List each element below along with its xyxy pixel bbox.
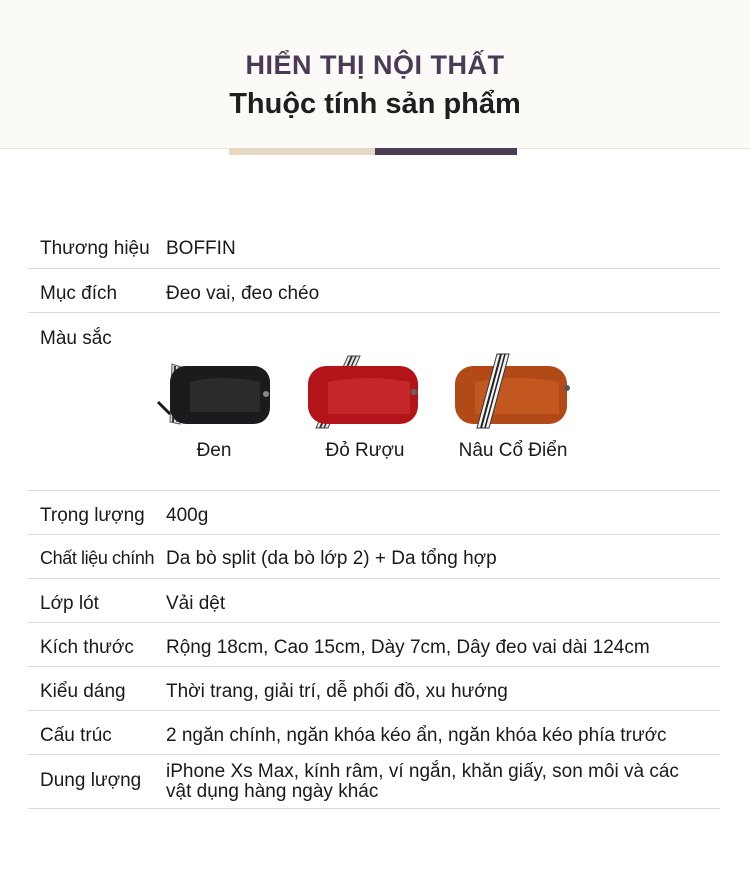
page-subtitle: Thuộc tính sản phẩm <box>229 88 521 120</box>
spec-row-purpose <box>28 268 720 313</box>
spec-row-material <box>28 534 720 579</box>
color-option-label: Đen <box>196 440 232 461</box>
spec-row-capacity <box>28 754 720 809</box>
spec-label: Chất liệu chính <box>40 548 155 568</box>
spec-value: 2 ngăn chính, ngăn khóa kéo ẩn, ngăn khóa kéo phía trước <box>166 725 667 746</box>
spec-label: Thương hiệu <box>40 238 150 259</box>
spec-value: Thời trang, giải trí, dễ phối đồ, xu hướng <box>166 681 508 702</box>
spec-label: Cấu trúc <box>40 725 112 746</box>
color-option-label: Đỏ Rượu <box>325 440 405 461</box>
page-title: HIỂN THỊ NỘI THẤT <box>245 50 505 80</box>
spec-label: Kích thước <box>40 637 134 658</box>
spec-value: Vải dệt <box>166 593 226 614</box>
header-band <box>0 0 750 149</box>
bag-image-wine-red <box>298 352 428 432</box>
accent-bar-purple <box>375 148 517 155</box>
spec-value: Da bò split (da bò lớp 2) + Da tổng hợp <box>166 548 497 569</box>
spec-label: Màu sắc <box>40 328 112 349</box>
spec-row-weight <box>28 490 720 535</box>
spec-value: 400g <box>166 505 209 526</box>
spec-row-brand <box>28 228 720 269</box>
spec-value: BOFFIN <box>166 238 236 259</box>
accent-bar-beige <box>229 148 375 155</box>
spec-value: Đeo vai, đeo chéo <box>166 283 320 304</box>
spec-label: Kiểu dáng <box>40 681 126 702</box>
spec-label: Lớp lót <box>40 593 99 614</box>
spec-row-structure <box>28 710 720 755</box>
spec-label: Dung lượng <box>40 770 142 791</box>
spec-label: Mục đích <box>40 283 118 304</box>
color-option-label: Nâu Cổ Điển <box>458 440 568 461</box>
spec-value: iPhone Xs Max, kính râm, ví ngắn, khăn giấy, son môi và các vật dụng hàng ngày khác <box>166 761 679 802</box>
bag-image-vintage-brown <box>445 352 575 432</box>
spec-label: Trọng lượng <box>40 505 145 526</box>
spec-row-style <box>28 666 720 711</box>
spec-row-lining <box>28 578 720 623</box>
spec-row-size <box>28 622 720 667</box>
bag-image-black <box>150 352 280 432</box>
spec-value: Rộng 18cm, Cao 15cm, Dày 7cm, Dây đeo vai dài 124cm <box>166 637 650 658</box>
